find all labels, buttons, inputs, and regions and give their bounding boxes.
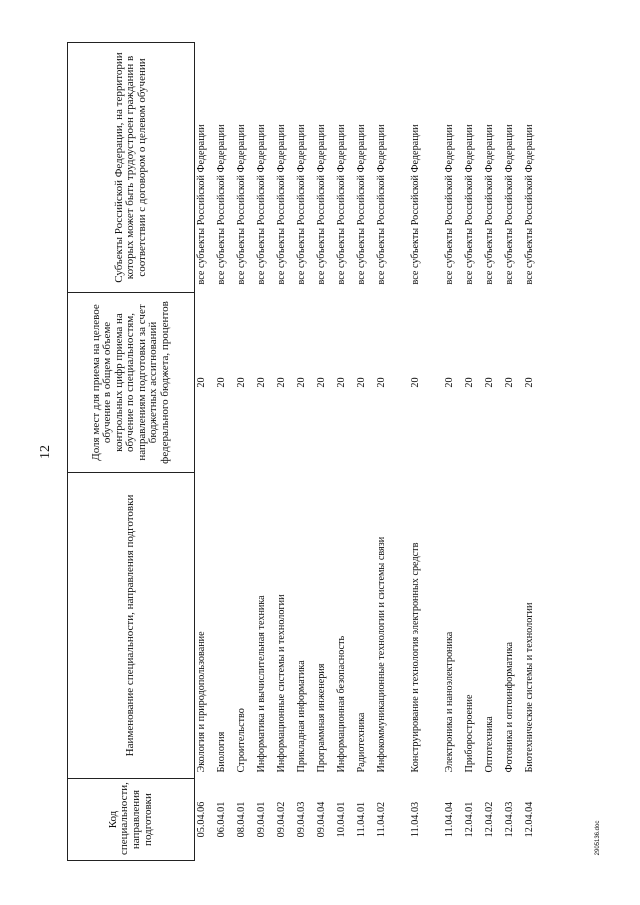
cell-name: Биотехнические системы и технологии [524,602,535,773]
cell-code: 05.04.06 [196,801,207,838]
cell-code: 09.04.03 [296,801,307,838]
cell-share: 20 [276,377,287,388]
table-row [523,43,543,861]
cell-code: 12.04.02 [484,801,495,838]
table-row [255,43,275,861]
table-row [295,43,315,861]
cell-share: 20 [336,377,347,388]
table-row [409,43,443,861]
page-number: 12 [38,445,53,459]
cell-name: Конструирование и технология электронных средств [410,542,421,773]
cell-code: 11.04.01 [356,801,367,838]
cell-code: 11.04.04 [444,801,455,838]
cell-name: Радиотехника [356,712,367,773]
table-row [195,43,216,861]
cell-share: 20 [410,377,421,388]
cell-regions: все субъекты Российской Федерации [464,124,475,285]
cell-code: 09.04.04 [316,801,327,838]
cell-share: 20 [216,377,227,388]
table-row [335,43,355,861]
cell-code: 10.04.01 [336,801,347,838]
cell-regions: все субъекты Российской Федерации [376,124,387,285]
cell-regions: все субъекты Российской Федерации [196,124,207,285]
cell-code: 12.04.01 [464,801,475,838]
table-row [275,43,295,861]
cell-code: 11.04.02 [376,801,387,838]
header-share: Доля мест для приема на целевое обучение в общем объеме контрольных цифр приема на обучение по специальностям, направлениям подготовки за счет бюджетных ассигнований федерального бюджета, процентов [68,293,195,473]
cell-name: Информационная безопасность [336,635,347,773]
table-header-row [68,43,195,861]
table-row [503,43,523,861]
cell-share: 20 [316,377,327,388]
cell-name: Информационные системы и технологии [276,594,287,773]
cell-name: Прикладная информатика [296,660,307,773]
cell-regions: все субъекты Российской Федерации [444,124,455,285]
cell-share: 20 [464,377,475,388]
cell-regions: все субъекты Российской Федерации [276,124,287,285]
header-regions: Субъекты Российской Федерации, на территории которых может быть трудоустроен гражданин в соответствии с договором о целевом обучении [68,43,195,293]
cell-name: Оптотехника [484,716,495,773]
cell-share: 20 [484,377,495,388]
cell-code: 12.04.03 [504,801,515,838]
cell-name: Инфокоммуникационные технологии и системы связи [376,536,387,773]
cell-name: Программная инженерия [316,663,327,773]
table-row [315,43,335,861]
cell-share: 20 [524,377,535,388]
cell-regions: все субъекты Российской Федерации [316,124,327,285]
table-row [483,43,503,861]
cell-regions: все субъекты Российской Федерации [356,124,367,285]
table-row [375,43,409,861]
cell-share: 20 [356,377,367,388]
cell-regions: все субъекты Российской Федерации [484,124,495,285]
cell-name: Электроника и наноэлектроника [444,631,455,773]
rotated-table-container [67,43,597,861]
header-name: Наименование специальности, направления подготовки [68,473,195,779]
cell-regions: все субъекты Российской Федерации [524,124,535,285]
cell-share: 20 [296,377,307,388]
table-row [463,43,483,861]
admission-quota-table [67,42,543,861]
cell-name: Приборостроение [464,694,475,773]
cell-code: 09.04.01 [256,801,267,838]
cell-regions: все субъекты Российской Федерации [336,124,347,285]
cell-code: 08.04.01 [236,801,247,838]
cell-regions: все субъекты Российской Федерации [236,124,247,285]
cell-regions: все субъекты Российской Федерации [296,124,307,285]
cell-code: 06.04.01 [216,801,227,838]
cell-regions: все субъекты Российской Федерации [504,124,515,285]
cell-name: Строительство [236,708,247,773]
cell-code: 11.04.03 [410,801,421,838]
header-code: Код специальности, направления подготовки [68,779,195,861]
cell-share: 20 [376,377,387,388]
cell-name: Экология и природопользование [196,631,207,773]
cell-regions: все субъекты Российской Федерации [256,124,267,285]
table-row [443,43,463,861]
table-row [215,43,235,861]
cell-code: 09.04.02 [276,801,287,838]
cell-share: 20 [504,377,515,388]
cell-code: 12.04.04 [524,801,535,838]
table-body [195,43,544,861]
cell-share: 20 [256,377,267,388]
table-row [355,43,375,861]
cell-regions: все субъекты Российской Федерации [410,124,421,285]
cell-share: 20 [196,377,207,388]
cell-regions: все субъекты Российской Федерации [216,124,227,285]
file-identifier: 2905136.doc [595,820,601,856]
cell-name: Информатика и вычислительная техника [256,595,267,773]
table-row [235,43,255,861]
cell-share: 20 [444,377,455,388]
cell-name: Фотоника и оптоинформатика [504,641,515,773]
cell-name: Биология [216,731,227,773]
cell-share: 20 [236,377,247,388]
